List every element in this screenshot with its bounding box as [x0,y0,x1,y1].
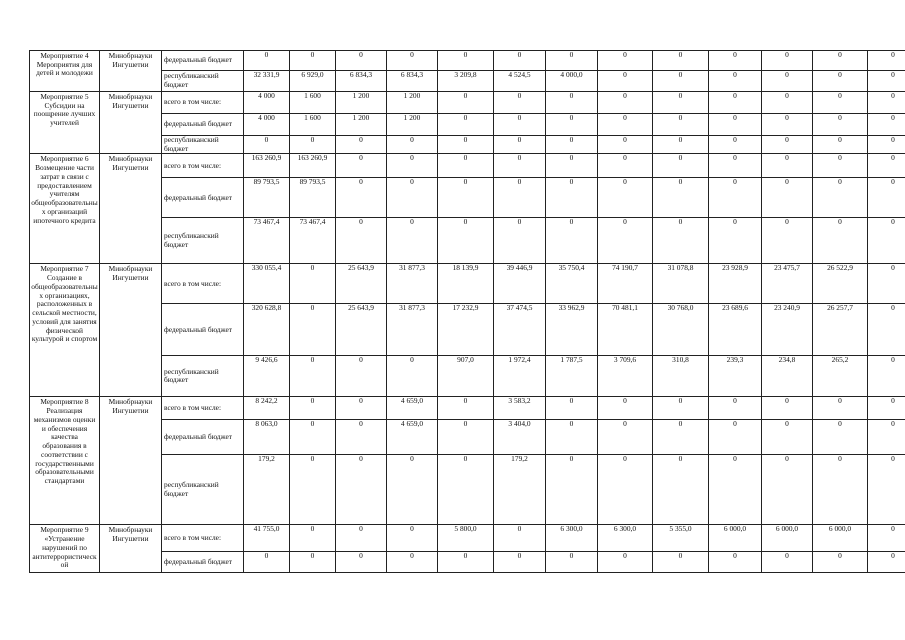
amount-cell: 0 [762,552,813,573]
amount-cell: 0 [438,420,494,455]
amount-cell: 0 [598,455,653,525]
executor-cell: Минобрнауки Ингушетии [100,154,162,264]
amount-cell: 0 [653,136,709,154]
amount-cell: 0 [653,51,709,71]
funding-source-cell: всего в том числе: [162,264,244,304]
amount-cell: 0 [598,420,653,455]
event-name-cell: Мероприятие 8 Реализация механизмов оценки и обеспечения качества образования в соответствии с государственными образовательными стандартами [30,397,100,525]
amount-cell: 0 [336,397,387,420]
amount-cell: 0 [868,51,905,71]
table-row [30,304,905,356]
amount-cell: 3 709,6 [598,356,653,397]
amount-cell: 0 [813,71,868,92]
amount-cell: 0 [868,420,905,455]
amount-cell: 0 [546,51,598,71]
funding-source-cell: республиканский бюджет [162,356,244,397]
amount-cell: 25 643,9 [336,304,387,356]
budget-table [29,50,905,573]
amount-cell: 0 [336,356,387,397]
amount-cell: 4 000,0 [546,71,598,92]
funding-source-cell: федеральный бюджет [162,51,244,71]
amount-cell: 0 [813,136,868,154]
amount-cell: 0 [387,356,438,397]
amount-cell: 0 [336,420,387,455]
table-row [30,178,905,218]
amount-cell: 0 [290,356,336,397]
table-row [30,397,905,420]
amount-cell: 0 [709,71,762,92]
amount-cell: 1 972,4 [494,356,546,397]
amount-cell: 0 [653,218,709,264]
amount-cell: 0 [290,397,336,420]
amount-cell: 0 [868,525,905,552]
amount-cell: 4 659,0 [387,420,438,455]
amount-cell: 330 055,4 [244,264,290,304]
amount-cell: 0 [336,51,387,71]
amount-cell: 35 750,4 [546,264,598,304]
amount-cell: 0 [546,397,598,420]
amount-cell: 0 [290,264,336,304]
amount-cell: 0 [387,525,438,552]
amount-cell: 0 [244,136,290,154]
amount-cell: 0 [494,92,546,114]
amount-cell: 37 474,5 [494,304,546,356]
amount-cell: 1 200 [387,114,438,136]
amount-cell: 4 524,5 [494,71,546,92]
amount-cell: 0 [709,455,762,525]
table-row [30,420,905,455]
amount-cell: 6 929,0 [290,71,336,92]
amount-cell: 6 834,3 [387,71,438,92]
amount-cell: 0 [813,552,868,573]
amount-cell: 0 [598,51,653,71]
amount-cell: 31 877,3 [387,264,438,304]
event-name-cell: Мероприятие 6 Возмещение части затрат в связи с предоставлением учителям общеобразовательных организаций ипотечного кредита [30,154,100,264]
amount-cell: 0 [598,136,653,154]
amount-cell: 0 [598,92,653,114]
amount-cell: 0 [653,397,709,420]
amount-cell: 26 522,9 [813,264,868,304]
amount-cell: 0 [290,136,336,154]
funding-source-cell: всего в том числе: [162,92,244,114]
amount-cell: 0 [868,136,905,154]
amount-cell: 4 000 [244,114,290,136]
funding-source-cell: федеральный бюджет [162,304,244,356]
table-row [30,114,905,136]
amount-cell: 0 [709,552,762,573]
amount-cell: 0 [598,114,653,136]
amount-cell: 0 [868,218,905,264]
amount-cell: 0 [336,218,387,264]
amount-cell: 0 [336,455,387,525]
amount-cell: 0 [709,218,762,264]
amount-cell: 1 200 [336,114,387,136]
amount-cell: 0 [387,51,438,71]
amount-cell: 265,2 [813,356,868,397]
amount-cell: 0 [868,356,905,397]
amount-cell: 0 [813,114,868,136]
amount-cell: 0 [336,552,387,573]
amount-cell: 33 962,9 [546,304,598,356]
amount-cell: 0 [546,178,598,218]
amount-cell: 8 063,0 [244,420,290,455]
executor-cell: Минобрнауки Ингушетии [100,92,162,154]
amount-cell: 0 [494,114,546,136]
amount-cell: 0 [868,114,905,136]
amount-cell: 310,8 [653,356,709,397]
amount-cell: 0 [762,114,813,136]
amount-cell: 41 755,0 [244,525,290,552]
amount-cell: 0 [762,397,813,420]
amount-cell: 0 [653,114,709,136]
amount-cell: 23 475,7 [762,264,813,304]
funding-source-cell: республиканский бюджет [162,136,244,154]
amount-cell: 0 [494,154,546,178]
amount-cell: 0 [290,420,336,455]
executor-cell: Минобрнауки Ингушетии [100,525,162,573]
amount-cell: 0 [336,178,387,218]
table-row [30,51,905,71]
amount-cell: 0 [438,114,494,136]
amount-cell: 0 [387,154,438,178]
amount-cell: 0 [653,455,709,525]
amount-cell: 0 [494,218,546,264]
amount-cell: 0 [438,178,494,218]
amount-cell: 17 232,9 [438,304,494,356]
amount-cell: 1 600 [290,114,336,136]
amount-cell: 0 [709,154,762,178]
amount-cell: 0 [546,114,598,136]
amount-cell: 74 190,7 [598,264,653,304]
table-row [30,218,905,264]
table-row [30,552,905,573]
amount-cell: 0 [762,178,813,218]
amount-cell: 179,2 [244,455,290,525]
amount-cell: 3 404,0 [494,420,546,455]
amount-cell: 6 834,3 [336,71,387,92]
amount-cell: 23 689,6 [709,304,762,356]
amount-cell: 0 [598,552,653,573]
amount-cell: 0 [387,552,438,573]
executor-cell: Минобрнауки Ингушетии [100,51,162,92]
amount-cell: 23 240,9 [762,304,813,356]
amount-cell: 0 [336,525,387,552]
amount-cell: 6 000,0 [813,525,868,552]
executor-cell: Минобрнауки Ингушетии [100,264,162,397]
amount-cell: 0 [546,455,598,525]
amount-cell: 0 [598,218,653,264]
amount-cell: 0 [868,552,905,573]
amount-cell: 9 426,6 [244,356,290,397]
table-body [30,51,905,573]
amount-cell: 0 [868,304,905,356]
amount-cell: 907,0 [438,356,494,397]
amount-cell: 0 [387,178,438,218]
amount-cell: 0 [813,218,868,264]
table-row [30,525,905,552]
amount-cell: 0 [290,525,336,552]
funding-source-cell: федеральный бюджет [162,114,244,136]
amount-cell: 73 467,4 [290,218,336,264]
amount-cell: 0 [438,397,494,420]
amount-cell: 0 [387,218,438,264]
amount-cell: 0 [813,455,868,525]
amount-cell: 0 [598,71,653,92]
amount-cell: 0 [762,51,813,71]
amount-cell: 0 [653,178,709,218]
amount-cell: 6 300,0 [598,525,653,552]
amount-cell: 0 [598,178,653,218]
amount-cell: 0 [868,92,905,114]
amount-cell: 0 [494,51,546,71]
amount-cell: 0 [546,136,598,154]
amount-cell: 0 [387,455,438,525]
amount-cell: 0 [868,455,905,525]
amount-cell: 1 600 [290,92,336,114]
amount-cell: 23 928,9 [709,264,762,304]
amount-cell: 1 787,5 [546,356,598,397]
amount-cell: 234,8 [762,356,813,397]
amount-cell: 0 [813,154,868,178]
amount-cell: 163 260,9 [290,154,336,178]
table-row [30,264,905,304]
amount-cell: 0 [709,178,762,218]
amount-cell: 25 643,9 [336,264,387,304]
amount-cell: 0 [438,92,494,114]
amount-cell: 6 000,0 [709,525,762,552]
amount-cell: 4 000 [244,92,290,114]
amount-cell: 0 [709,114,762,136]
amount-cell: 320 628,8 [244,304,290,356]
amount-cell: 70 481,1 [598,304,653,356]
amount-cell: 3 583,2 [494,397,546,420]
amount-cell: 0 [653,552,709,573]
amount-cell: 30 768,0 [653,304,709,356]
amount-cell: 0 [762,71,813,92]
amount-cell: 0 [546,552,598,573]
amount-cell: 0 [598,154,653,178]
amount-cell: 1 200 [387,92,438,114]
amount-cell: 0 [868,397,905,420]
amount-cell: 0 [244,51,290,71]
table-row [30,136,905,154]
funding-source-cell: всего в том числе: [162,525,244,552]
amount-cell: 8 242,2 [244,397,290,420]
amount-cell: 32 331,9 [244,71,290,92]
funding-source-cell: республиканский бюджет [162,71,244,92]
table-row [30,455,905,525]
amount-cell: 0 [709,420,762,455]
amount-cell: 0 [868,71,905,92]
amount-cell: 31 877,3 [387,304,438,356]
amount-cell: 0 [546,92,598,114]
amount-cell: 0 [762,154,813,178]
amount-cell: 0 [438,154,494,178]
amount-cell: 0 [868,264,905,304]
amount-cell: 0 [290,455,336,525]
amount-cell: 0 [762,92,813,114]
amount-cell: 0 [653,154,709,178]
amount-cell: 0 [290,51,336,71]
amount-cell: 5 800,0 [438,525,494,552]
funding-source-cell: всего в том числе: [162,154,244,178]
amount-cell: 0 [653,420,709,455]
amount-cell: 0 [653,71,709,92]
amount-cell: 0 [598,397,653,420]
funding-source-cell: всего в том числе: [162,397,244,420]
amount-cell: 0 [438,218,494,264]
amount-cell: 0 [290,304,336,356]
amount-cell: 26 257,7 [813,304,868,356]
amount-cell: 0 [494,136,546,154]
amount-cell: 0 [336,136,387,154]
amount-cell: 5 355,0 [653,525,709,552]
event-name-cell: Мероприятие 7 Создание в общеобразовательных организациях, расположенных в сельской местности, условий для занятия физической культурой и спортом [30,264,100,397]
event-name-cell: Мероприятие 9 «Устранение нарушений по антитеррористической [30,525,100,573]
amount-cell: 89 793,5 [290,178,336,218]
amount-cell: 0 [762,136,813,154]
amount-cell: 0 [762,455,813,525]
amount-cell: 0 [438,552,494,573]
amount-cell: 0 [709,92,762,114]
funding-source-cell: федеральный бюджет [162,178,244,218]
table-row [30,71,905,92]
amount-cell: 0 [244,552,290,573]
amount-cell: 0 [709,397,762,420]
amount-cell: 73 467,4 [244,218,290,264]
amount-cell: 31 078,8 [653,264,709,304]
amount-cell: 0 [494,525,546,552]
amount-cell: 0 [868,178,905,218]
amount-cell: 0 [290,552,336,573]
amount-cell: 6 300,0 [546,525,598,552]
amount-cell: 39 446,9 [494,264,546,304]
amount-cell: 4 659,0 [387,397,438,420]
amount-cell: 0 [813,420,868,455]
event-name-cell: Мероприятие 4 Мероприятия для детей и молодежи [30,51,100,92]
funding-source-cell: федеральный бюджет [162,420,244,455]
amount-cell: 0 [387,136,438,154]
event-name-cell: Мероприятие 5 Субсидии на поощрение лучших учителей [30,92,100,154]
amount-cell: 239,3 [709,356,762,397]
amount-cell: 0 [813,92,868,114]
amount-cell: 0 [709,51,762,71]
amount-cell: 89 793,5 [244,178,290,218]
table-row [30,356,905,397]
amount-cell: 0 [762,420,813,455]
amount-cell: 0 [653,92,709,114]
funding-source-cell: республиканский бюджет [162,455,244,525]
amount-cell: 0 [438,455,494,525]
amount-cell: 1 200 [336,92,387,114]
amount-cell: 0 [494,178,546,218]
funding-source-cell: федеральный бюджет [162,552,244,573]
amount-cell: 3 209,8 [438,71,494,92]
amount-cell: 0 [438,136,494,154]
table-row [30,92,905,114]
funding-source-cell: республиканский бюджет [162,218,244,264]
amount-cell: 0 [336,154,387,178]
table-row [30,154,905,178]
amount-cell: 0 [546,154,598,178]
amount-cell: 0 [762,218,813,264]
amount-cell: 6 000,0 [762,525,813,552]
amount-cell: 0 [546,218,598,264]
amount-cell: 0 [813,178,868,218]
amount-cell: 0 [438,51,494,71]
amount-cell: 0 [494,552,546,573]
amount-cell: 179,2 [494,455,546,525]
executor-cell: Минобрнауки Ингушетии [100,397,162,525]
amount-cell: 0 [546,420,598,455]
amount-cell: 163 260,9 [244,154,290,178]
amount-cell: 0 [813,397,868,420]
amount-cell: 0 [709,136,762,154]
amount-cell: 0 [813,51,868,71]
amount-cell: 18 139,9 [438,264,494,304]
amount-cell: 0 [868,154,905,178]
